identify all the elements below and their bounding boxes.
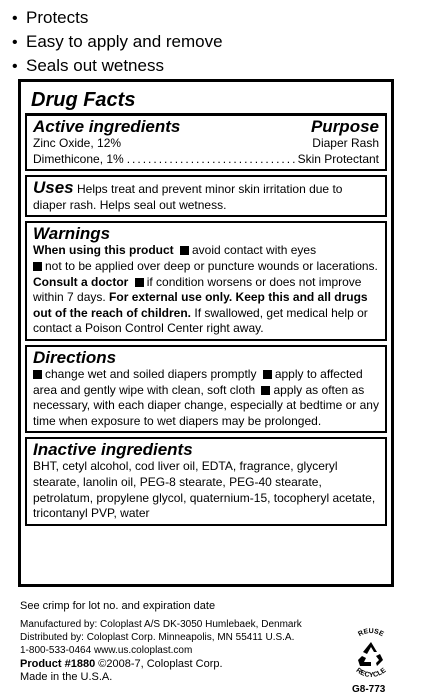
lot-expiration-note: See crimp for lot no. and expiration date: [20, 600, 216, 612]
ingredient-name: Dimethicone, 1%: [33, 151, 124, 166]
warnings-heading: Warnings: [33, 224, 111, 244]
dot-leader: [127, 152, 295, 168]
active-ingredient-row: [33, 152, 379, 168]
warning-text: if condition worsens or does not improve within 7 days.: [33, 274, 362, 305]
product-number: Product #1880: [20, 657, 96, 670]
manufacturer-info: [20, 618, 360, 684]
bullet-square: [33, 262, 42, 271]
purpose-heading: Purpose: [310, 117, 379, 136]
uses-heading: Uses: [33, 178, 74, 198]
inactive-ingredients-heading: Inactive ingredients: [33, 440, 193, 460]
active-ingredient-row: [33, 136, 379, 152]
ingredient-purpose: Diaper Rash: [312, 136, 379, 150]
inactive-ingredients-section: [25, 437, 387, 525]
direction-item: apply as often as necessary, with each diaper change, especially at bedtime or any time when exposure to wet diapers may be prolonged.: [33, 382, 379, 428]
direction-item: apply to affected area and gently wipe with clean, soft cloth: [33, 366, 363, 397]
drug-facts-panel: [18, 79, 394, 587]
manufactured-by: Manufactured by: Coloplast A/S DK-3050 Humlebaek, Denmark: [20, 619, 302, 630]
reuse-label: REUSE: [357, 627, 385, 639]
when-using-label: When using this product: [33, 243, 174, 258]
uses-section: [25, 175, 387, 217]
active-ingredients-heading: Active ingredients: [33, 117, 181, 136]
bullet-square: [180, 246, 189, 255]
warnings-section: [25, 221, 387, 341]
bullet-square: [135, 278, 144, 287]
bullet-square: [263, 370, 272, 379]
claims-list: [12, 6, 223, 78]
directions-heading: Directions: [33, 347, 117, 367]
claim-item: • Easy to apply and remove: [12, 30, 223, 54]
warning-text: avoid contact with eyes: [192, 243, 317, 258]
claim-item: • Protects: [12, 6, 223, 30]
ingredient-purpose: Skin Protectant: [297, 151, 379, 166]
bullet-square: [33, 370, 42, 379]
warnings-text: [33, 243, 379, 337]
distributed-by: Distributed by: Coloplast Corp. Minneapolis, MN 55411 U.S.A.: [20, 632, 295, 644]
warning-text: If swallowed, get medical help or contact a Poison Control Center right away.: [33, 305, 368, 336]
inactive-ingredients-text: BHT, cetyl alcohol, cod liver oil, EDTA, fragrance, glyceryl stearate, lanolin oil, PEG-8 stearate, PEG-40 stearate, petrolatum, propylene glycol, quaternium-15, tocopheryl acetate, tricontanyl PVP, water: [33, 459, 376, 521]
product-code: G8-773: [352, 684, 386, 695]
keep-away-label: Keep this and all drugs out of the reach of children.: [33, 290, 368, 320]
warning-text: not to be applied over deep or puncture wounds or lacerations.: [45, 258, 378, 273]
directions-section: [25, 345, 387, 433]
uses-text: Helps treat and prevent minor skin irritation due to diaper rash. Helps seal out wetness.: [33, 182, 343, 212]
active-ingredients-section: [25, 113, 387, 171]
external-use-label: For external use only.: [109, 290, 233, 305]
consult-label: Consult a doctor: [33, 274, 129, 289]
recycle-label: RECYCLE: [354, 667, 388, 680]
contact-line: 1-800-533-0464 www.us.coloplast.com: [20, 645, 193, 657]
bullet-square: [261, 386, 270, 395]
directions-text: [33, 367, 379, 429]
product-line: [20, 658, 360, 671]
ingredient-name: Zinc Oxide, 12%: [33, 136, 122, 150]
made-in: Made in the U.S.A.: [20, 670, 113, 683]
drug-facts-title: Drug Facts: [31, 89, 136, 111]
direction-item: change wet and soiled diapers promptly: [45, 366, 257, 381]
recycle-icon: [344, 626, 398, 684]
claim-item: • Seals out wetness: [12, 54, 223, 78]
copyright: ©2008-7, Coloplast Corp.: [98, 657, 223, 670]
